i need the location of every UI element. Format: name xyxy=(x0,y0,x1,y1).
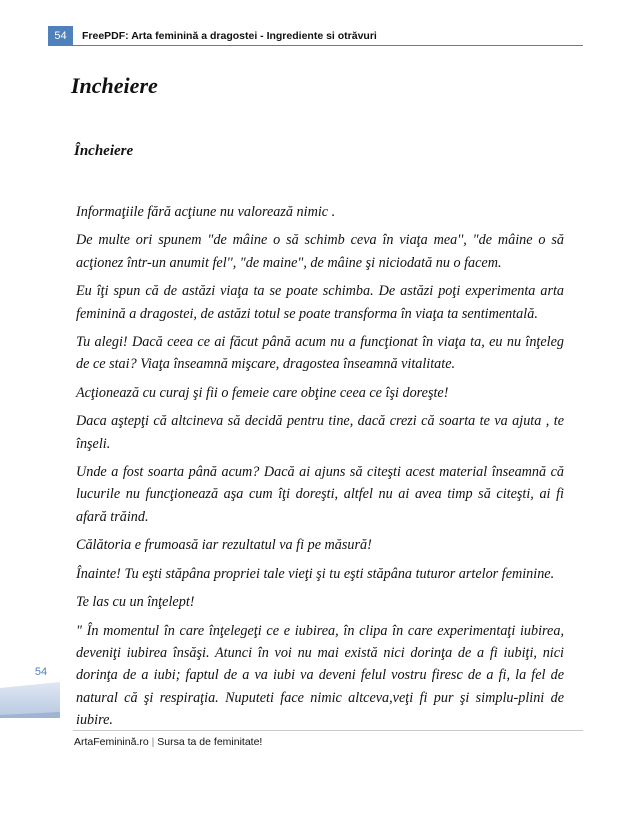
side-page-number: 54 xyxy=(34,666,48,678)
body-text xyxy=(76,201,564,738)
paragraph: Călătoria e frumoasă iar rezultatul va fi pe măsură! xyxy=(76,537,372,554)
footer-site: ArtaFeminină.ro xyxy=(74,736,149,748)
footer-separator: | xyxy=(151,736,155,748)
paragraph: De multe ori spunem "de mâine o să schimb ceva în viaţa mea'', "de mâine o să acţionez într-un anumit fel'', "de maine", de mâine şi niciodată nu o facem. xyxy=(76,232,564,271)
header-title: FreePDF: Arta feminină a dragostei - Ingrediente si otrăvuri xyxy=(82,30,377,42)
page-tab-graphic xyxy=(0,682,60,718)
paragraph: Informaţiile fără acţiune nu valorează nimic . xyxy=(76,204,336,220)
header-page-number: 54 xyxy=(48,26,73,46)
paragraph: Eu îţi spun că de astăzi viaţa ta se poate schimba. De astăzi poţi experimenta arta feminină a dragostei, de astăzi totul se poate transforma în viaţa ta sentimentală. xyxy=(76,283,564,322)
footer-tagline: Sursa ta de feminitate! xyxy=(157,736,263,748)
paragraph: Unde a fost soarta până acum? Dacă ai ajuns să citeşti acest material înseamnă că lucurile nu funcţionează aşa cum îţi doreşti, altfel nu ai avea timp să citeşti, ai fi afară trăind. xyxy=(76,464,564,525)
footer-divider xyxy=(73,730,583,731)
page-footer xyxy=(74,736,262,748)
paragraph: Înainte! Tu eşti stăpâna propriei tale vieţi şi tu eşti stăpâna tuturor artelor feminine. xyxy=(76,565,555,582)
paragraph: Daca aştepţi că altcineva să decidă pentru tine, dacă crezi că soarta te va ajuta , te înşeli. xyxy=(76,413,564,452)
section-title: Încheiere xyxy=(74,143,134,159)
chapter-title: Incheiere xyxy=(71,73,158,98)
page-header xyxy=(0,26,638,46)
header-divider xyxy=(73,45,583,46)
paragraph: Te las cu un înţelept! xyxy=(76,594,195,611)
paragraph: Acţionează cu curaj şi fii o femeie care obţine ceea ce îşi doreşte! xyxy=(76,384,449,401)
paragraph: " În momentul în care înţelegeţi ce e iubirea, în clipa în care experimentaţi iubirea, deveniţi iubirea însăşi. Atunci în voi nu mai există nici dorinţa de a fi iubiţi, nici dorinţa de a iubi; faptul de a va iubi va deveni felul vostru firesc de a fi, la fel de natural că şi respiraţia. Nuputeti face nimic altceva,veţi fi pur şi simplu-plini de iubire. xyxy=(76,622,564,729)
paragraph: Tu alegi! Dacă ceea ce ai făcut până acum nu a funcţionat în viaţa ta, eu nu înţeleg de ce stai? Viaţa înseamnă mişcare, dragostea înseamnă vitalitate. xyxy=(76,334,564,373)
